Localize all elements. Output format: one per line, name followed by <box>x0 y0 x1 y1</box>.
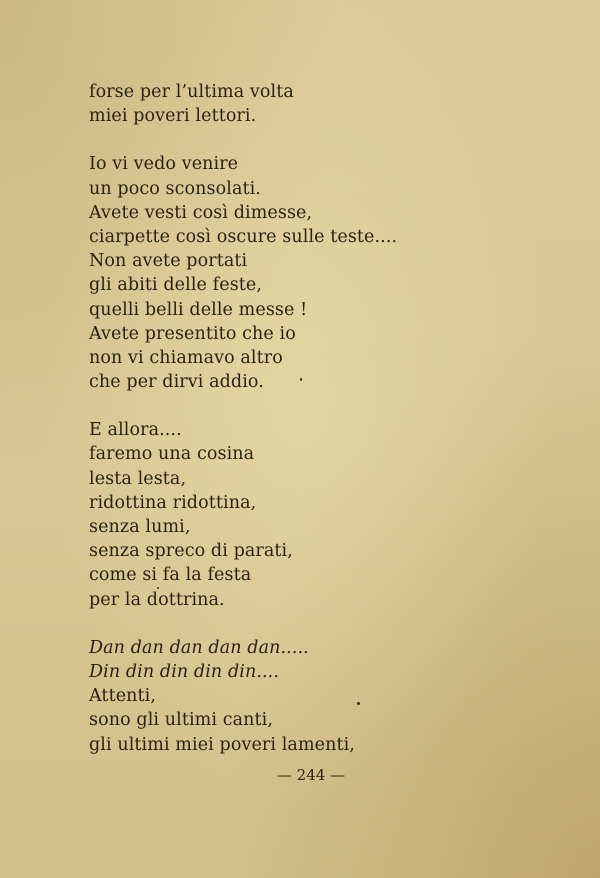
poem-line: miei poveri lettori. <box>89 106 257 127</box>
poem-line: Avete vesti così dimesse, <box>89 202 313 223</box>
poem-line: faremo una cosina <box>89 444 255 465</box>
poem-line: lesta lesta, <box>89 468 187 489</box>
stanza <box>89 80 569 128</box>
poem-line: sono gli ultimi canti, <box>89 710 273 731</box>
poem-line: che per dirvi addio. <box>89 372 264 393</box>
poem-line: per la dottrina. <box>89 589 225 610</box>
stanza <box>89 418 569 612</box>
poem-text <box>89 80 569 781</box>
poem-line: un poco sconsolati. <box>89 178 261 199</box>
paper-speck <box>157 587 159 589</box>
poem-line: E allora.... <box>89 420 182 441</box>
poem-line: Non avete portati <box>89 251 248 272</box>
page-number: — 244 — <box>276 766 346 784</box>
poem-line: senza spreco di parati, <box>89 541 293 562</box>
poem-line: come si fa la festa <box>89 565 252 586</box>
poem-line: gli ultimi miei poveri lamenti, <box>89 734 355 755</box>
poem-line: Dan dan dan dan dan..... <box>89 637 309 658</box>
stanza <box>89 152 569 394</box>
poem-line: non vi chiamavo altro <box>89 347 283 368</box>
paper-speck <box>357 702 360 705</box>
poem-line: Io vi vedo venire <box>89 154 239 175</box>
poem-line: ciarpette così oscure sulle teste.... <box>89 226 398 247</box>
poem-line: gli abiti delle feste, <box>89 275 263 296</box>
poem-line: Avete presentito che io <box>89 323 296 344</box>
poem-line: quelli belli delle messe ! <box>89 299 308 320</box>
poem-line: Din din din din din.... <box>89 661 279 682</box>
poem-line: Attenti, <box>89 686 157 707</box>
poem-line: ridottina ridottina, <box>89 492 257 513</box>
poem-line: senza lumi, <box>89 517 191 537</box>
stanza <box>89 636 569 757</box>
poem-line: forse per l’ultima volta <box>89 82 294 102</box>
paper-speck <box>300 378 302 381</box>
